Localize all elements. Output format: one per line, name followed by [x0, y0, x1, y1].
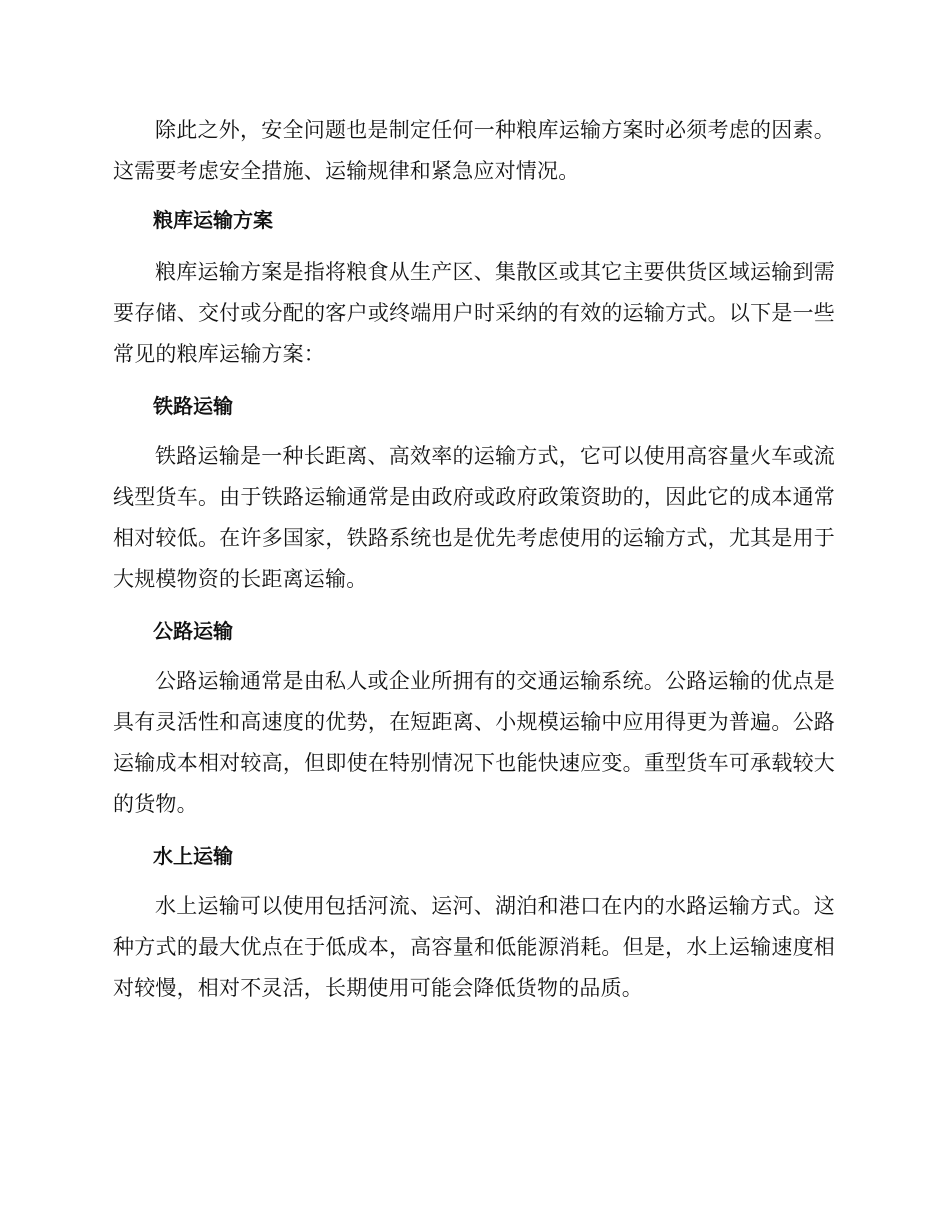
document-page	[113, 110, 835, 1009]
section-body-grain-transport-plan: 粮库运输方案是指将粮食从生产区、集散区或其它主要供货区域运输到需要存储、交付或分配的客户或终端用户时采纳的有效的运输方式。以下是一些常见的粮库运输方案：	[113, 260, 835, 366]
section-body-rail-transport: 铁路运输是一种长距离、高效率的运输方式，它可以使用高容量火车或流线型货车。由于铁路运输通常是由政府或政府政策资助的，因此它的成本通常相对较低。在许多国家，铁路系统也是优先考虑使用的运输方式，尤其是用于大规模物资的长距离运输。	[113, 444, 835, 591]
section-body-water-transport: 水上运输可以使用包括河流、运河、湖泊和港口在内的水路运输方式。这种方式的最大优点在于低成本，高容量和低能源消耗。但是，水上运输速度相对较慢，相对不灵活，长期使用可能会降低货物的品质。	[113, 894, 835, 1000]
intro-paragraph: 除此之外，安全问题也是制定任何一种粮库运输方案时必须考虑的因素。这需要考虑安全措施、运输规律和紧急应对情况。	[113, 118, 835, 183]
section-heading-grain-transport-plan: 粮库运输方案	[153, 208, 273, 232]
section-heading-water-transport: 水上运输	[153, 844, 233, 868]
section-heading-rail-transport: 铁路运输	[153, 394, 233, 418]
section-body-road-transport: 公路运输通常是由私人或企业所拥有的交通运输系统。公路运输的优点是具有灵活性和高速度的优势，在短距离、小规模运输中应用得更为普遍。公路运输成本相对较高，但即使在特别情况下也能快速应变。重型货车可承载较大的货物。	[113, 669, 835, 816]
section-heading-road-transport: 公路运输	[153, 619, 233, 643]
